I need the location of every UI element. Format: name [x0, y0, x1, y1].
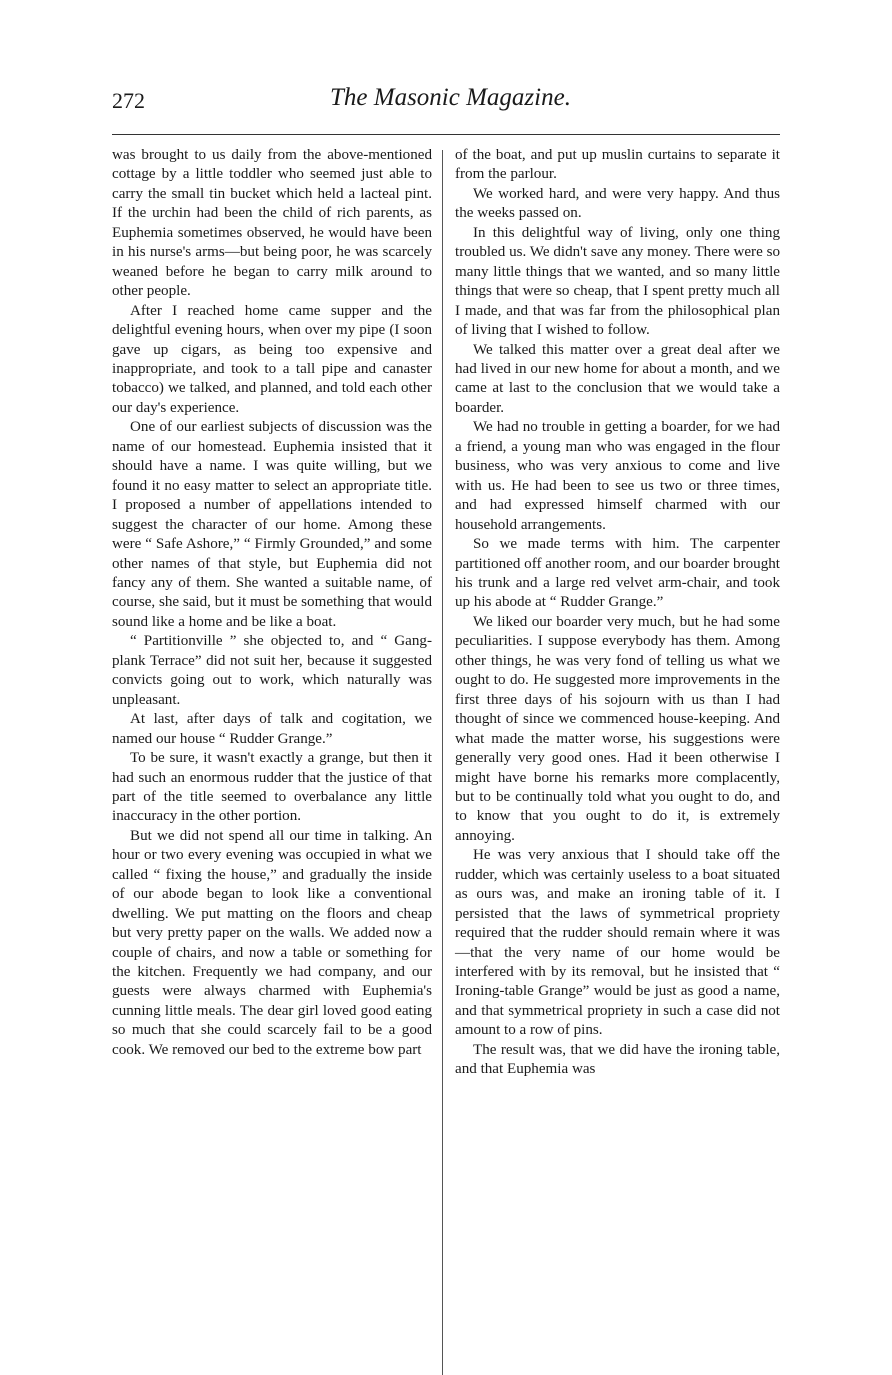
paragraph: of the boat, and put up muslin curtains to separate it from the parlour. [455, 147, 780, 183]
paragraph: He was very anxious that I should take off the rudder, which was certainly useless to a boat situated as ours was, and make an ironing table of it. I persisted that the laws of symmetrical propriety required that the rudder should remain where it was—that the very name of our home would be interfered with by its removal, but he insisted that “ Ironing-table Grange” would be just as good a name, and that symmetrical propriety in such a case did not amount to a row of pins. [455, 847, 780, 1039]
paragraph: We worked hard, and were very happy. And thus the weeks passed on. [455, 185, 780, 222]
paragraph: At last, after days of talk and cogitation, we named our house “ Rudder Grange.” [112, 711, 432, 747]
right-column [455, 146, 780, 1080]
paragraph: To be sure, it wasn't exactly a grange, but then it had such an enormous rudder that the justice of that part of the title seemed to overbalance any little inaccuracy in the other portion. [112, 750, 432, 825]
page-header [112, 84, 780, 128]
paragraph: So we made terms with him. The carpenter partitioned off another room, and our boarder brought his trunk and a large red velvet arm-chair, and took up his abode at “ Rudder Grange.” [455, 536, 780, 611]
paragraph: After I reached home came supper and the delightful evening hours, when over my pipe (I soon gave up cigars, as being too expensive and inappropriate, and took to a tall pipe and canaster tobacco) we talked, and planned, and told each other our day's experience. [112, 302, 432, 416]
paragraph: was brought to us daily from the above-mentioned cottage by a little toddler who seemed just able to carry the small tin bucket which held a lacteal pint. If the urchin had been the child of rich parents, as Euphemia sometimes observed, he would have been in his nurse's arms—but being poor, he was scarcely weaned before he began to carry milk around to other people. [112, 147, 432, 300]
paragraph: The result was, that we did have the ironing table, and that Euphemia was [455, 1041, 780, 1078]
running-title: The Masonic Magazine. [330, 84, 571, 111]
paragraph: But we did not spend all our time in talking. An hour or two every evening was occupied in what we called “ fixing the house,” and gradually the inside of our abode began to look like a conventional dwelling. We put matting on the floors and cheap but very pretty paper on the walls. We added now a couple of chairs, and now a table or something for the kitchen. Frequently we had company, and our guests were always charmed with Euphemia's cunning little meals. The dear girl loved good eating so much that she could scarcely fail to be a good cook. We removed our bed to the extreme bow part [112, 827, 432, 1058]
page-number: 272 [112, 88, 145, 113]
header-rule [112, 134, 780, 135]
paragraph: “ Partitionville ” she objected to, and “ Gang-plank Terrace” did not suit her, because it suggested convicts going out to work, which naturally was unpleasant. [112, 633, 432, 708]
column-divider [442, 150, 443, 1375]
paragraph: In this delightful way of living, only one thing troubled us. We didn't save any money. There were so many little things that we wanted, and so many little things that were so cheap, that I spent pretty much all I made, and that was far from the philosophical plan of living that I wished to follow. [455, 224, 780, 339]
paragraph: One of our earliest subjects of discussion was the name of our homestead. Euphemia insisted that it should have a name. I was quite willing, but we found it no easy matter to select an appropriate title. I proposed a number of appellations intended to suggest the character of our home. Among these were “ Safe Ashore,” “ Firmly Grounded,” and some other names of that style, but Euphemia did not fancy any of them. She wanted a suitable name, of course, she said, but it must be something that would sound like a home and be like a boat. [112, 419, 432, 630]
paragraph: We liked our boarder very much, but he had some peculiarities. I suppose everybody has them. Among other things, he was very fond of telling us what we ought to do. He suggested more improvements in the first three days of his sojourn with us than I had thought of since we commenced house-keeping. And what made the matter worse, his suggestions were generally very good ones. Had it been otherwise I might have borne his remarks more complacently, but to be continually told what you ought to do, and to know that you ought to do it, is extremely annoying. [455, 613, 780, 844]
paragraph: We had no trouble in getting a boarder, for we had a friend, a young man who was engaged in the flour business, who was very anxious to come and live with us. He had been to see us two or three times, and had expressed himself charmed with our household arrangements. [455, 419, 780, 533]
left-column [112, 146, 432, 1060]
paragraph: We talked this matter over a great deal after we had lived in our new home for about a month, and we came at last to the conclusion that we would take a boarder. [455, 341, 780, 416]
